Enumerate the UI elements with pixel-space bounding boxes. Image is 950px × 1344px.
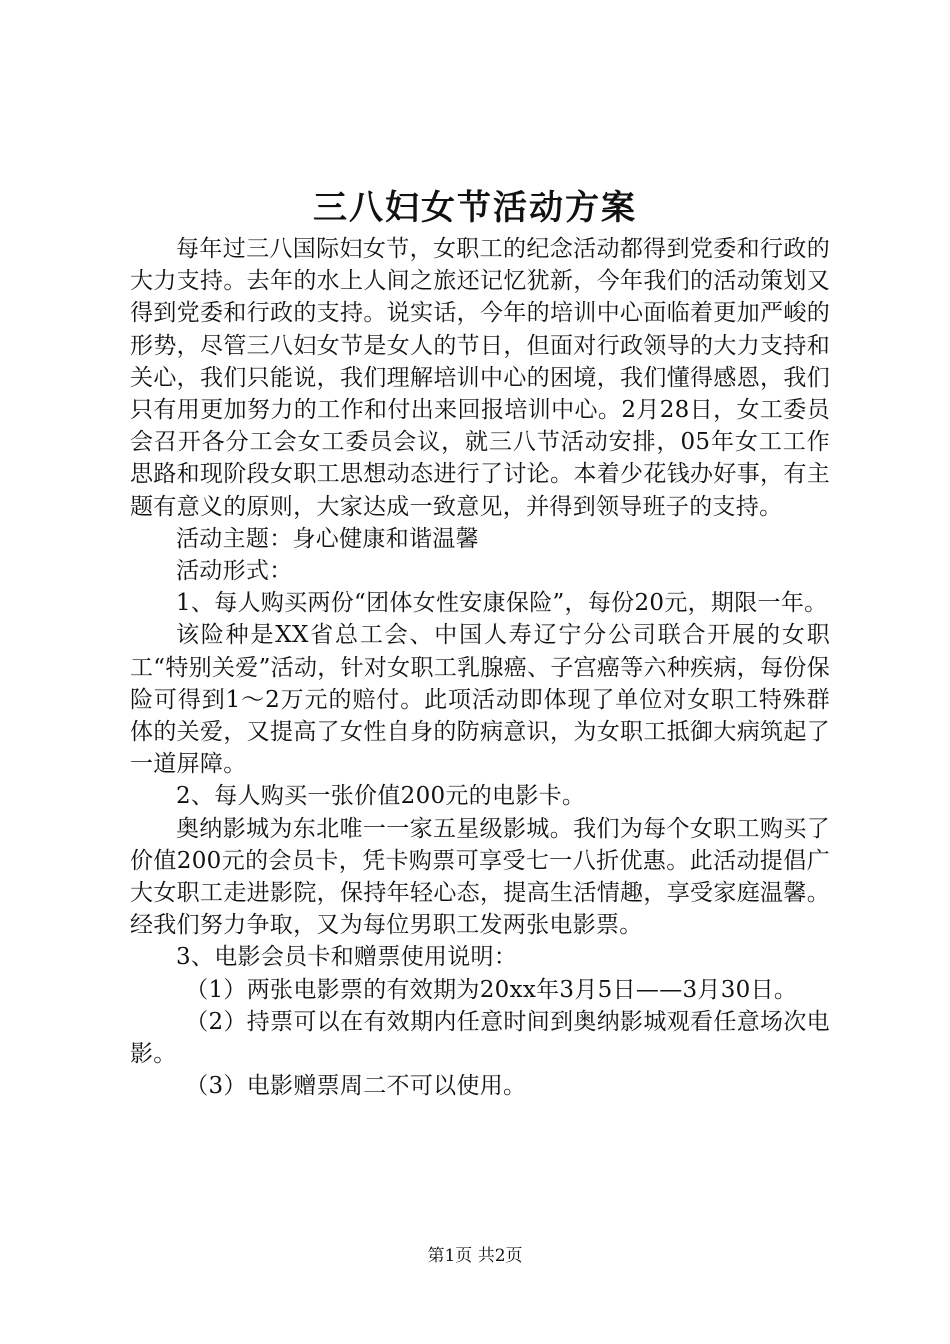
paragraph-form: 活动形式： [176, 558, 293, 585]
document-title: 三八妇女节活动方案 [313, 188, 637, 228]
paragraph-item-3: 3、电影会员卡和赠票使用说明： [176, 944, 518, 971]
paragraph-note-1: （1）两张电影票的有效期为20xx年3月5日——3月30日。 [185, 976, 798, 1003]
paragraph-item-2: 2、每人购买一张价值200元的电影卡。 [176, 783, 586, 810]
paragraph-intro: 每年过三八国际妇女节，女职工的纪念活动都得到党委和行政的大力支持。去年的水上人间之旅还记忆犹新，今年我们的活动策划又得到党委和行政的支持。说实话，今年的培训中心面临着更加严峻的形势，尽管三八妇女节是女人的节日，但面对行政领导的大力支持和关心，我们只能说，我们理解培训中心的困境，我们懂得感恩，我们只有用更加努力的工作和付出来回报培训中心。2月28日，女工委员会召开各分工会女工委员会议，就三八节活动安排，05年女工工作思路和现阶段女职工思想动态进行了讨论。本着少花钱办好事，有主题有意义的原则，大家达成一致意见，并得到领导班子的支持。 [130, 236, 830, 520]
paragraph-note-2: （2）持票可以在有效期内任意时间到奥纳影城观看任意场次电影。 [130, 1008, 830, 1068]
paragraph-item-1: 1、每人购买两份“团体女性安康保险”，每份20元，期限一年。 [176, 590, 828, 617]
paragraph-theme: 活动主题：身心健康和谐温馨 [176, 525, 479, 552]
document-body [130, 233, 830, 1102]
paragraph-insurance-detail: 该险种是XX省总工会、中国人寿辽宁分公司联合开展的女职工“特别关爱”活动，针对女职工乳腺癌、子宫癌等六种疾病，每份保险可得到1～2万元的赔付。此项活动即体现了单位对女职工特殊群体的关爱，又提高了女性自身的防病意识，为女职工抵御大病筑起了一道屏障。 [130, 622, 830, 778]
paragraph-note-3: （3）电影赠票周二不可以使用。 [185, 1073, 527, 1100]
paragraph-cinema-detail: 奥纳影城为东北唯一一家五星级影城。我们为每个女职工购买了价值200元的会员卡，凭卡购票可享受七一八折优惠。此活动提倡广大女职工走进影院，保持年轻心态，提高生活情趣，享受家庭温馨。经我们努力争取，又为每位男职工发两张电影票。 [130, 815, 830, 939]
page-footer: 第1页 共2页 [427, 1246, 523, 1266]
